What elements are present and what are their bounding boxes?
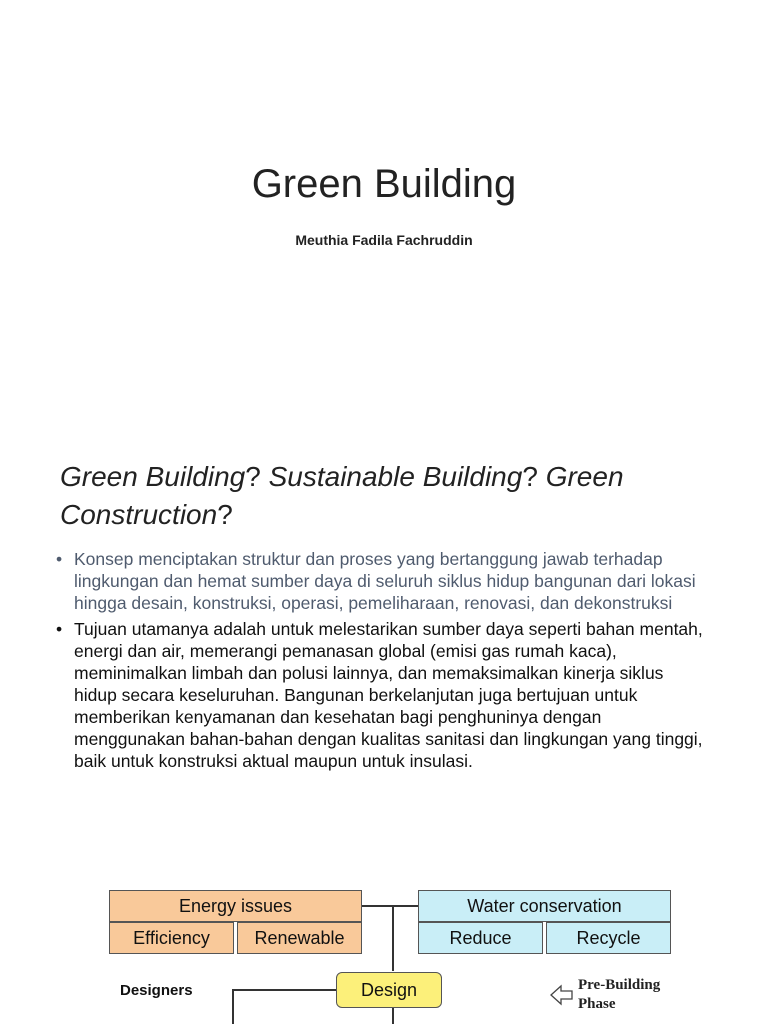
slide-title: Green Building	[251, 162, 517, 206]
connector-water-to-center	[392, 905, 418, 907]
heading-question-2: ?	[522, 461, 546, 492]
content-slide-heading	[60, 458, 720, 534]
slide-subtitle-author: Meuthia Fadila Fachruddin	[295, 232, 473, 248]
pre-building-phase-label	[578, 976, 660, 1014]
connector-designers-branch	[232, 989, 336, 991]
heading-question-3: ?	[217, 499, 233, 530]
connector-energy-to-center	[362, 905, 392, 907]
phase-label-line-1: Pre-Building	[578, 977, 661, 993]
energy-issues-box: Energy issues	[109, 890, 362, 922]
phase-label-line-2: Phase	[578, 996, 616, 1012]
connector-center-to-design	[392, 905, 394, 971]
heading-term-green-construction: Green Construction	[60, 461, 624, 530]
connector-designers-down	[232, 989, 234, 1024]
heading-question-1: ?	[245, 461, 269, 492]
bullet-list	[56, 548, 706, 776]
bullet-item-goal: • Tujuan utamanya adalah untuk melestarikan sumber daya seperti bahan mentah, energi dan air, memerangi pemanasan global (emisi gas rumah kaca), meminimalkan limbah dan polusi lainnya, dan memaksimalkan kinerja siklus hidup secara keseluruhan. Bangunan berkelanjutan juga bertujuan untuk memberikan kenyamanan dan kesehatan bagi penghuninya dengan menggunakan bahan-bahan dengan kualitas sanitasi dan lingkungan yang tinggi, baik untuk konstruksi aktual maupun untuk insulasi.	[56, 618, 706, 772]
designers-label: Designers	[120, 982, 193, 999]
recycle-box: Recycle	[546, 922, 671, 954]
green-building-diagram	[0, 870, 768, 1024]
heading-term-sustainable-building: Sustainable Building	[268, 461, 523, 492]
water-conservation-box: Water conservation	[418, 890, 671, 922]
renewable-box: Renewable	[237, 922, 362, 954]
bullet-item-concept: • Konsep menciptakan struktur dan proses yang bertanggung jawab terhadap lingkungan dan hemat sumber daya di seluruh siklus hidup bangunan dari lokasi hingga desain, konstruksi, operasi, pemeliharaan, renovasi, dan dekonstruksi	[56, 548, 706, 614]
heading-term-green-building: Green Building	[60, 461, 246, 492]
efficiency-box: Efficiency	[109, 922, 234, 954]
design-box: Design	[336, 972, 442, 1008]
connector-design-down	[392, 1006, 394, 1024]
title-slide	[0, 0, 768, 430]
reduce-box: Reduce	[418, 922, 543, 954]
left-arrow-outline-icon	[550, 984, 574, 1006]
